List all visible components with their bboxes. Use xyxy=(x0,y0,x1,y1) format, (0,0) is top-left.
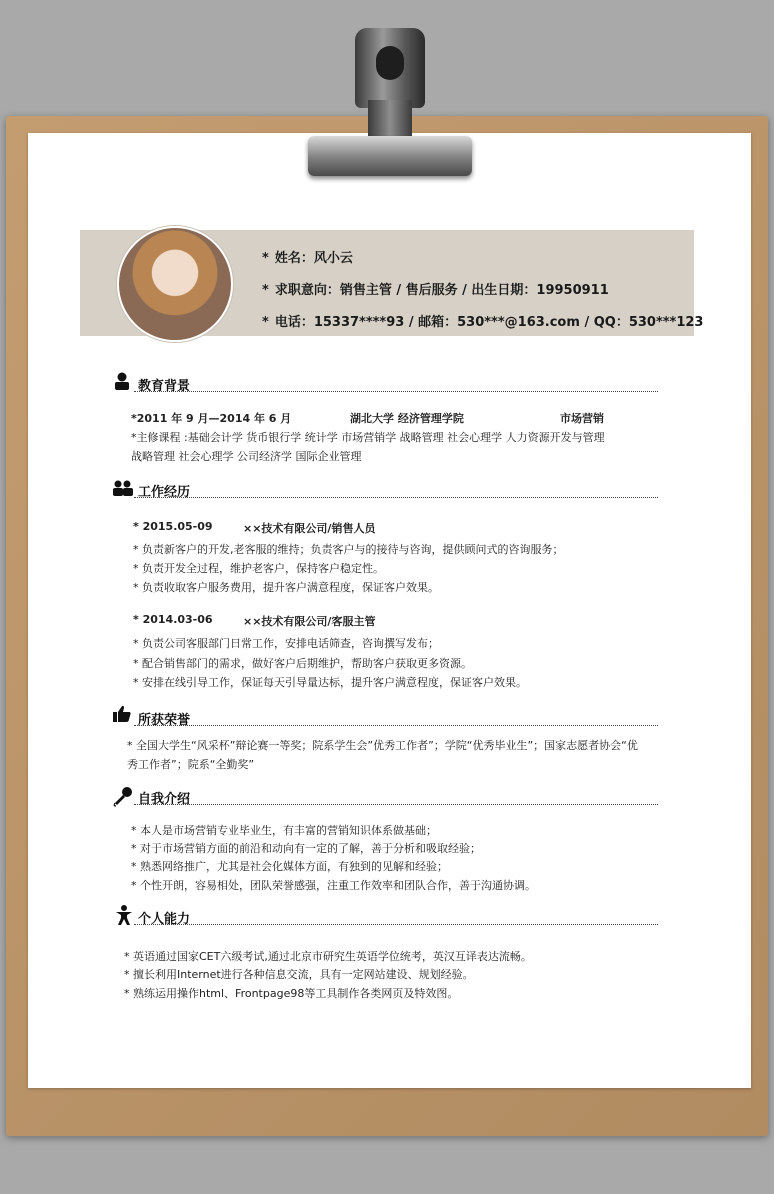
job-item: * 负责新客户的开发,老客服的维持；负责客户与的接待与咨询，提供顾问式的咨询服务； xyxy=(133,543,564,556)
contact-text: 电话：15337****93 / 邮箱：530***@163.com / QQ：530***123 xyxy=(274,315,704,330)
section-divider xyxy=(134,391,658,392)
section-divider xyxy=(134,497,658,498)
job-item: * 负责收取客户服务费用，提升客户满意程度，保证客户效果。 xyxy=(133,581,439,594)
team-icon xyxy=(112,478,134,498)
intro-item: * 个性开朗，容易相处，团队荣誉感强，注重工作效率和团队合作，善于沟通协调。 xyxy=(131,879,536,892)
section-divider xyxy=(134,804,658,805)
education-period: *2011 年 9 月—2014 年 6 月 xyxy=(131,412,292,425)
avatar xyxy=(117,226,233,342)
skills-item: * 英语通过国家CET六级考试,通过北京市研究生英语学位统考，英汉互译表达流畅。 xyxy=(124,950,532,963)
job-item: * 配合销售部门的需求，做好客户后期维护，帮助客户获取更多资源。 xyxy=(133,657,472,670)
education-courses-2: 战略管理 社会心理学 公司经济学 国际企业管理 xyxy=(131,450,362,463)
honors-line: 秀工作者”；院系“全勤奖” xyxy=(127,758,255,771)
job-date: * 2014.03-06 xyxy=(133,613,213,626)
intro-title: 自我介绍 xyxy=(138,792,191,807)
name-text: 姓名：风小云 xyxy=(274,251,353,266)
microphone-icon xyxy=(112,785,134,807)
job-line xyxy=(262,279,609,298)
person-figure-icon xyxy=(115,904,133,926)
education-courses-1: *主修课程 :基础会计学 货币银行学 统计学 市场营销学 战略管理 社会心理学 人力资源开发与管理 xyxy=(131,431,605,444)
binder-clip-neck xyxy=(368,100,412,140)
job-company: ××技术有限公司/客服主管 xyxy=(243,615,376,628)
binder-clip-base xyxy=(308,136,472,176)
intro-item: * 熟悉网络推广，尤其是社会化媒体方面，有独到的见解和经验； xyxy=(131,860,448,873)
education-school: 湖北大学 经济管理学院 xyxy=(350,412,464,425)
job-item: * 负责开发全过程，维护老客户，保持客户稳定性。 xyxy=(133,562,384,575)
job-item: * 安排在线引导工作，保证每天引导量达标，提升客户满意程度，保证客户效果。 xyxy=(133,676,527,689)
work-title: 工作经历 xyxy=(138,485,191,500)
job-date: * 2015.05-09 xyxy=(133,520,213,533)
name-line xyxy=(262,247,353,266)
honors-title: 所获荣誉 xyxy=(138,713,191,728)
bullet-star: * xyxy=(262,251,269,266)
contact-line xyxy=(262,311,703,330)
honors-line: * 全国大学生“风采杯”辩论赛一等奖；院系学生会”优秀工作者”；学院“优秀毕业生”；国家志愿者协会“优 xyxy=(127,739,638,752)
job-company: ××技术有限公司/销售人员 xyxy=(243,522,376,535)
section-divider xyxy=(134,725,658,726)
intro-item: * 对于市场营销方面的前沿和动向有一定的了解，善于分析和吸取经验； xyxy=(131,842,481,855)
skills-title: 个人能力 xyxy=(138,912,191,927)
skills-item: * 擅长利用Internet进行各种信息交流，具有一定网站建设、规划经验。 xyxy=(124,968,474,981)
section-divider xyxy=(134,924,658,925)
bullet-star: * xyxy=(262,283,269,298)
skills-item: * 熟练运用操作html、Frontpage98等工具制作各类网页及特效图。 xyxy=(124,987,459,1000)
job-item: * 负责公司客服部门日常工作，安排电话筛查，咨询撰写发布； xyxy=(133,637,439,650)
thumbs-up-icon xyxy=(112,704,132,724)
bullet-star: * xyxy=(262,315,269,330)
job-text: 求职意向：销售主管 / 售后服务 / 出生日期：19950911 xyxy=(274,283,609,298)
education-title: 教育背景 xyxy=(138,379,191,394)
intro-item: * 本人是市场营销专业毕业生，有丰富的营销知识体系做基础； xyxy=(131,824,437,837)
education-major: 市场营销 xyxy=(560,412,604,425)
person-icon xyxy=(112,371,132,391)
binder-clip-hole xyxy=(376,46,404,80)
